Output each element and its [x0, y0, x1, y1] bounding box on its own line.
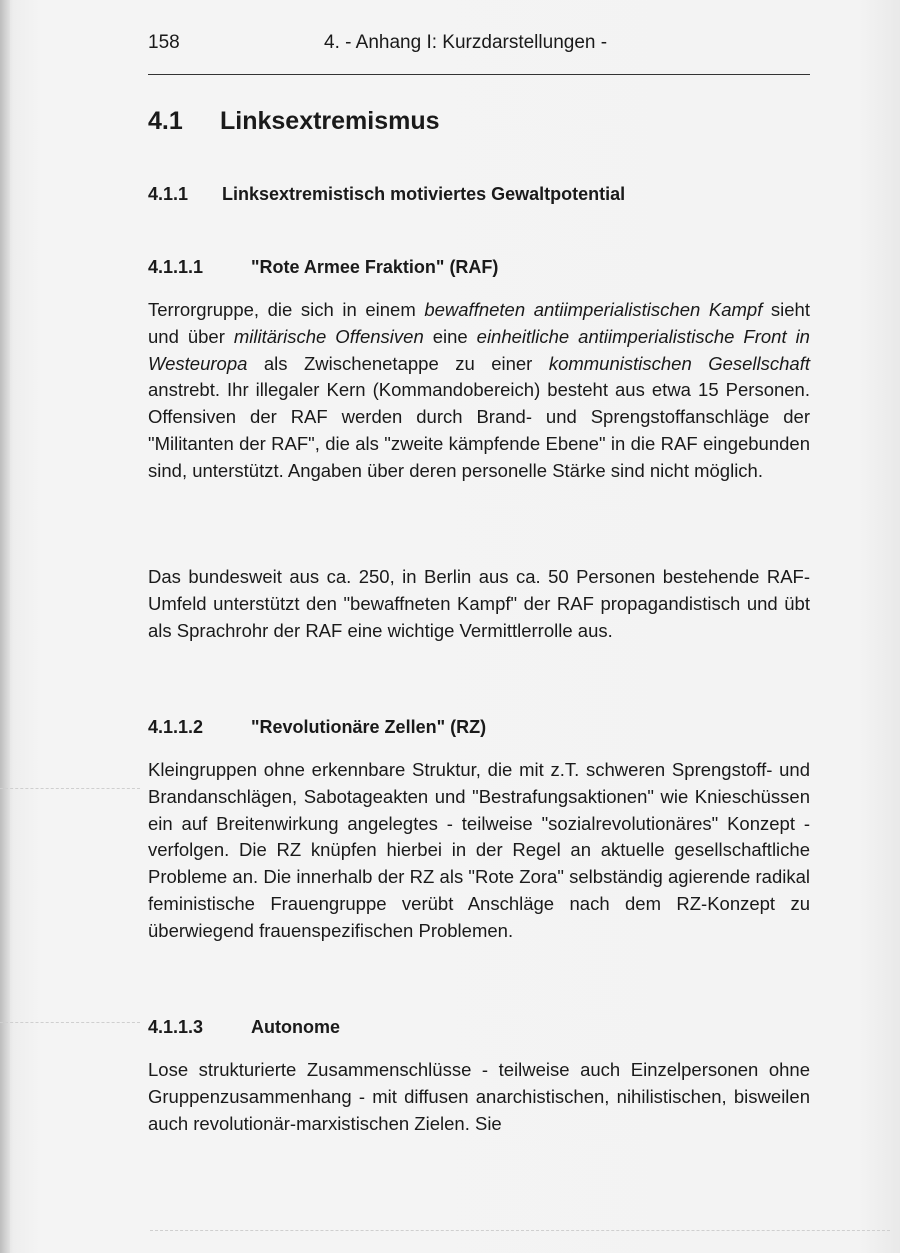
section-number: 4.1 [148, 107, 183, 135]
raf-heading [148, 257, 498, 278]
rz-paragraph-1: Kleingruppen ohne erkennbare Struktur, die mit z.T. schweren Sprengstoff- und Brandanschlägen, Sabotageakten und "Bestrafungsaktionen" wie Knieschüssen ein auf Breitenwirkung angelegtes - teilweise "sozialrevolutionäres" Konzept - verfolgen. Die RZ knüpfen hierbei in der Regel an aktuelle gesellschaftliche Probleme an. Die innerhalb der RZ als "Rote Zora" selbständig agierende radikal feministische Frauengruppe verübt Anschläge nach dem RZ-Konzept zu überwiegend frauenspezifischen Problemen. [148, 759, 810, 941]
raf-p1-text: anstrebt. Ihr illegaler Kern (Kommandobereich) besteht aus etwa 15 Personen. Offensiven der RAF werden durch Brand- und Sprengstoffanschläge der "Militanten der RAF", die als "zweite kämpfende Ebene" in die RAF eingebunden sind, unterstützt. Angaben über deren personelle Stärke sind nicht möglich. [148, 379, 810, 481]
page-number: 158 [148, 32, 180, 53]
rz-number: 4.1.1.2 [148, 717, 204, 737]
raf-p1-emphasis: kommunistischen Gesellschaft [548, 352, 810, 374]
autonome-title: Autonome [251, 1017, 340, 1037]
raf-p1-emphasis: bewaffneten antiimperialistischen Kampf [424, 299, 763, 320]
rz-heading [148, 717, 486, 738]
section-heading [148, 107, 440, 136]
raf-p1-text: sieht und über [148, 299, 810, 347]
scan-artifact [150, 1230, 890, 1231]
raf-paragraph-1 [148, 297, 810, 485]
autonome-number: 4.1.1.3 [148, 1017, 204, 1037]
autonome-paragraph-1: Lose strukturierte Zusammenschlüsse - teilweise auch Einzelpersonen ohne Gruppenzusammenhang - mit diffusen anarchistischen, nihilistischen, bisweilen auch revolutionär-marxistischen Zielen. Sie [148, 1059, 810, 1134]
raf-paragraph-2: Das bundesweit aus ca. 250, in Berlin aus ca. 50 Personen bestehende RAF-Umfeld unterstützt den "bewaffneten Kampf" der RAF propagandistisch und übt als Sprachrohr der RAF eine wichtige Vermittlerrolle aus. [148, 566, 810, 641]
subsection-heading [148, 184, 625, 205]
autonome-heading [148, 1017, 340, 1038]
subsection-title: Linksextremistisch motiviertes Gewaltpotential [222, 184, 626, 204]
raf-p1-emphasis: einheitliche antiimperialistische Front in Westeuropa [148, 325, 810, 374]
running-title: 4. - Anhang I: Kurzdarstellungen - [324, 32, 608, 53]
header-rule [148, 74, 810, 75]
subsection-number: 4.1.1 [148, 184, 189, 204]
raf-p1-text: als Zwischenetappe zu einer [247, 352, 549, 374]
raf-p1-emphasis: militärische Offensiven [233, 325, 424, 347]
scan-artifact [0, 788, 140, 789]
raf-p1-text: eine [423, 325, 477, 347]
raf-p1-text: Terrorgruppe, die sich in einem [148, 299, 425, 320]
rz-title: "Revolutionäre Zellen" (RZ) [251, 717, 487, 737]
raf-title: "Rote Armee Fraktion" (RAF) [251, 257, 499, 277]
raf-number: 4.1.1.1 [148, 257, 204, 277]
section-title: Linksextremismus [220, 107, 440, 135]
scan-artifact [0, 1022, 140, 1023]
page-binding-shadow [0, 0, 10, 1253]
page-header [148, 32, 810, 60]
